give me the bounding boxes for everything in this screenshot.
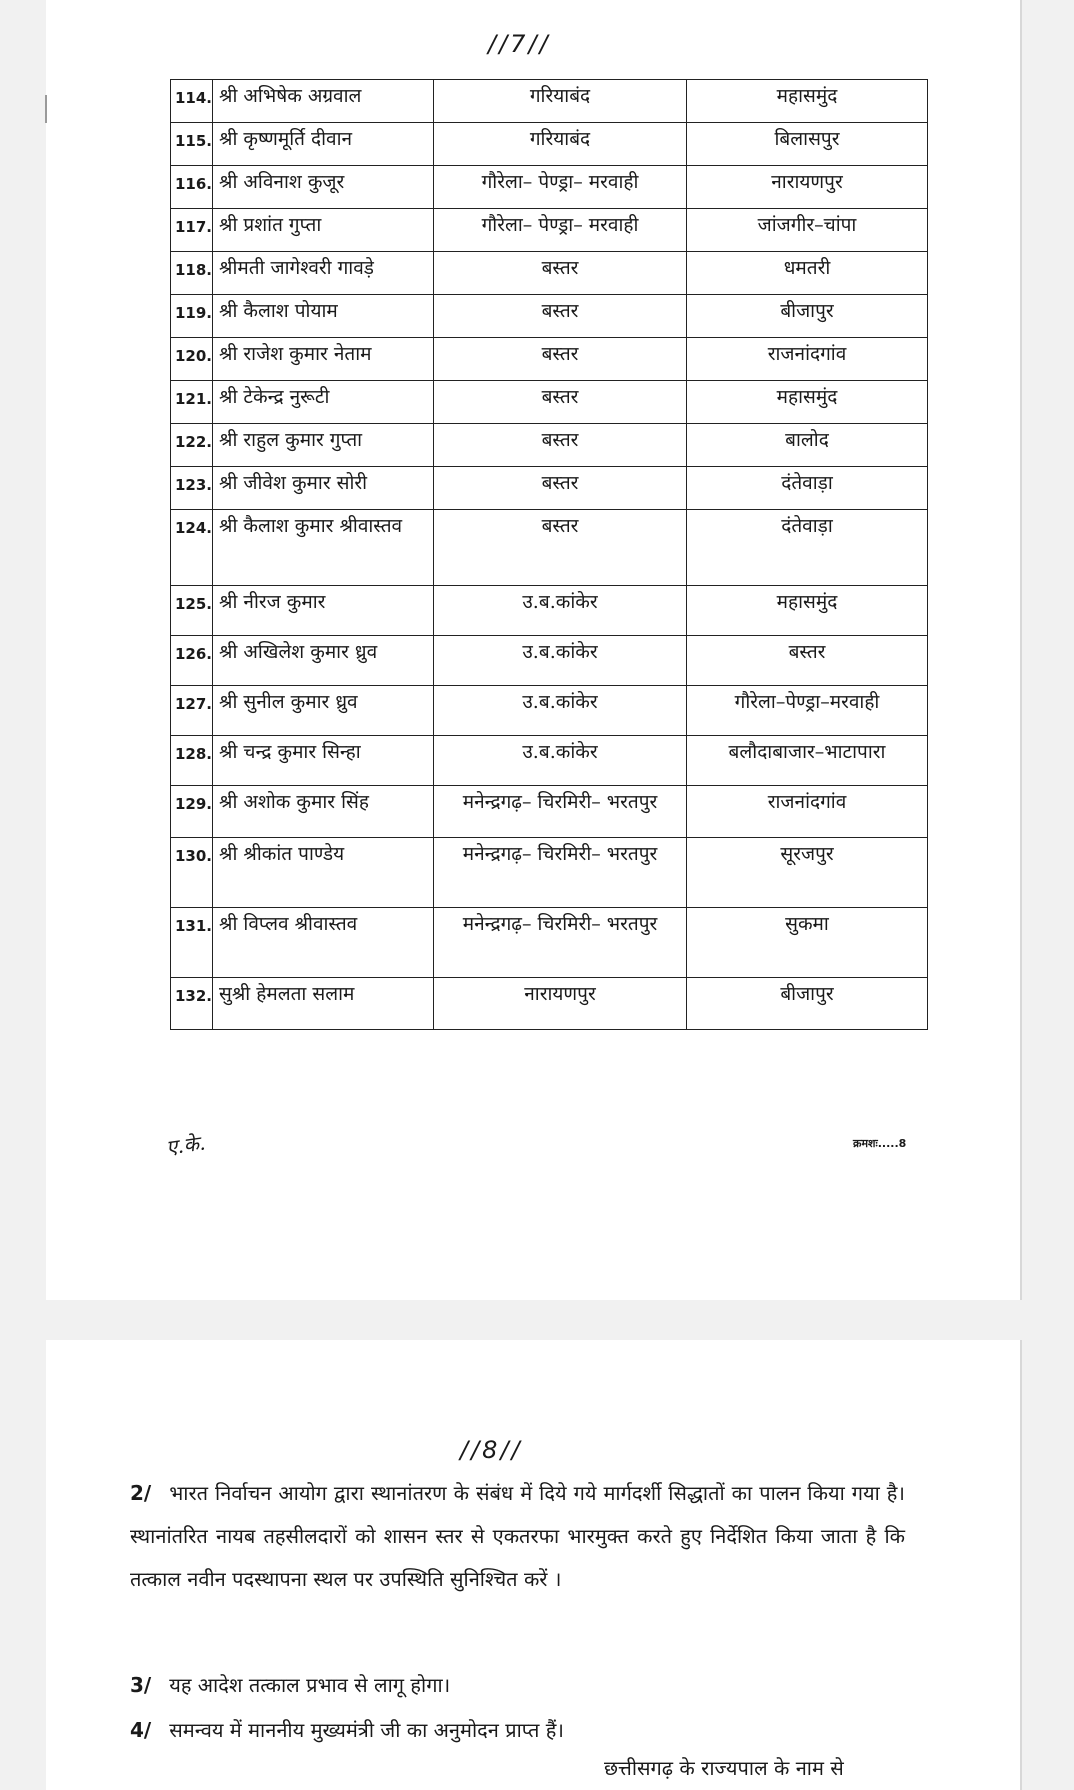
- to-district-cell: बीजापुर: [687, 295, 928, 338]
- from-district-cell: गरियाबंद: [434, 80, 687, 123]
- serial-number-cell: 118.: [171, 252, 213, 295]
- from-district-cell: बस्तर: [434, 467, 687, 510]
- to-district-cell: बालोद: [687, 424, 928, 467]
- from-district-cell: गरियाबंद: [434, 123, 687, 166]
- serial-number-cell: 127.: [171, 686, 213, 736]
- table-row: [171, 908, 928, 978]
- page-number-7: //7//: [488, 30, 551, 58]
- serial-number-cell: 115.: [171, 123, 213, 166]
- serial-number-cell: 124.: [171, 510, 213, 586]
- table-row: [171, 586, 928, 636]
- signature-initials: ए.के.: [164, 1130, 207, 1160]
- to-district-cell: नारायणपुर: [687, 166, 928, 209]
- table-row: [171, 424, 928, 467]
- serial-number-cell: 130.: [171, 838, 213, 908]
- paragraph-text: यह आदेश तत्काल प्रभाव से लागू होगा।: [169, 1673, 451, 1697]
- serial-number-cell: 126.: [171, 636, 213, 686]
- from-district-cell: बस्तर: [434, 424, 687, 467]
- to-district-cell: सुकमा: [687, 908, 928, 978]
- officer-name-cell: श्री अशोक कुमार सिंह: [213, 786, 434, 838]
- to-district-cell: महासमुंद: [687, 586, 928, 636]
- serial-number-cell: 117.: [171, 209, 213, 252]
- to-district-cell: महासमुंद: [687, 381, 928, 424]
- officer-name-cell: श्री विप्लव श्रीवास्तव: [213, 908, 434, 978]
- officer-name-cell: श्री कैलाश पोयाम: [213, 295, 434, 338]
- officer-name-cell: श्री चन्द्र कुमार सिन्हा: [213, 736, 434, 786]
- table-row: [171, 838, 928, 908]
- table-row: [171, 295, 928, 338]
- officer-name-cell: श्री कृष्णमूर्ति दीवान: [213, 123, 434, 166]
- to-district-cell: बलौदाबाजार–भाटापारा: [687, 736, 928, 786]
- paragraph-4: [130, 1709, 905, 1752]
- table-row: [171, 123, 928, 166]
- serial-number-cell: 132.: [171, 978, 213, 1030]
- serial-number-cell: 125.: [171, 586, 213, 636]
- officer-name-cell: श्री अभिषेक अग्रवाल: [213, 80, 434, 123]
- officer-name-cell: श्री जीवेश कुमार सोरी: [213, 467, 434, 510]
- serial-number-cell: 123.: [171, 467, 213, 510]
- to-district-cell: बस्तर: [687, 636, 928, 686]
- table-row: [171, 978, 928, 1030]
- serial-number-cell: 119.: [171, 295, 213, 338]
- transfer-table-body: [171, 80, 928, 1030]
- to-district-cell: धमतरी: [687, 252, 928, 295]
- table-row: [171, 510, 928, 586]
- from-district-cell: नारायणपुर: [434, 978, 687, 1030]
- serial-number-cell: 114.: [171, 80, 213, 123]
- from-district-cell: उ.ब.कांकेर: [434, 636, 687, 686]
- to-district-cell: राजनांदगांव: [687, 338, 928, 381]
- to-district-cell: बिलासपुर: [687, 123, 928, 166]
- page-number-8: //8//: [460, 1436, 523, 1464]
- table-row: [171, 80, 928, 123]
- officer-name-cell: श्री अखिलेश कुमार ध्रुव: [213, 636, 434, 686]
- serial-number-cell: 129.: [171, 786, 213, 838]
- officer-name-cell: श्री अविनाश कुजूर: [213, 166, 434, 209]
- officer-name-cell: श्री श्रीकांत पाण्डेय: [213, 838, 434, 908]
- from-district-cell: उ.ब.कांकेर: [434, 686, 687, 736]
- page-edge-mark: [45, 95, 47, 123]
- serial-number-cell: 121.: [171, 381, 213, 424]
- serial-number-cell: 122.: [171, 424, 213, 467]
- from-district-cell: बस्तर: [434, 381, 687, 424]
- officer-name-cell: श्री राजेश कुमार नेताम: [213, 338, 434, 381]
- paragraph-text: भारत निर्वाचन आयोग द्वारा स्थानांतरण के संबंध में दिये गये मार्गदर्शी सिद्धातों का पालन किया गया है। स्थानांतरित नायब तहसीलदारों को शासन स्तर से एकतरफा भारमुक्त करते हुए निर्देशित किया जाता है कि तत्काल नवीन पदस्थापना स्थल पर उपस्थिति सुनिश्चित करें ।: [130, 1481, 905, 1591]
- officer-name-cell: श्री कैलाश कुमार श्रीवास्तव: [213, 510, 434, 586]
- from-district-cell: मनेन्द्रगढ़– चिरमिरी– भरतपुर: [434, 838, 687, 908]
- continued-note: क्रमशः.....8: [853, 1137, 907, 1150]
- from-district-cell: मनेन्द्रगढ़– चिरमिरी– भरतपुर: [434, 908, 687, 978]
- paragraph-2: [130, 1472, 905, 1601]
- to-district-cell: दंतेवाड़ा: [687, 510, 928, 586]
- officer-name-cell: श्री सुनील कुमार ध्रुव: [213, 686, 434, 736]
- from-district-cell: गौरेला– पेण्ड्रा– मरवाही: [434, 166, 687, 209]
- officer-name-cell: श्री राहुल कुमार गुप्ता: [213, 424, 434, 467]
- table-row: [171, 381, 928, 424]
- table-row: [171, 736, 928, 786]
- paragraph-number: 3/: [130, 1673, 152, 1697]
- from-district-cell: बस्तर: [434, 510, 687, 586]
- table-row: [171, 636, 928, 686]
- to-district-cell: दंतेवाड़ा: [687, 467, 928, 510]
- table-row: [171, 338, 928, 381]
- table-row: [171, 467, 928, 510]
- serial-number-cell: 120.: [171, 338, 213, 381]
- serial-number-cell: 128.: [171, 736, 213, 786]
- to-district-cell: गौरेला–पेण्ड्रा–मरवाही: [687, 686, 928, 736]
- serial-number-cell: 131.: [171, 908, 213, 978]
- table-row: [171, 252, 928, 295]
- paragraph-text: समन्वय में माननीय मुख्यमंत्री जी का अनुमोदन प्राप्त हैं।: [169, 1718, 564, 1742]
- paragraph-3: [130, 1664, 905, 1707]
- from-district-cell: बस्तर: [434, 252, 687, 295]
- officer-name-cell: श्री नीरज कुमार: [213, 586, 434, 636]
- serial-number-cell: 116.: [171, 166, 213, 209]
- table-row: [171, 166, 928, 209]
- from-district-cell: उ.ब.कांकेर: [434, 736, 687, 786]
- to-district-cell: राजनांदगांव: [687, 786, 928, 838]
- officer-name-cell: श्री प्रशांत गुप्ता: [213, 209, 434, 252]
- from-district-cell: बस्तर: [434, 338, 687, 381]
- from-district-cell: मनेन्द्रगढ़– चिरमिरी– भरतपुर: [434, 786, 687, 838]
- transfer-table: [170, 79, 928, 1030]
- paragraph-number: 2/: [130, 1481, 152, 1505]
- closing-line: छत्तीसगढ़ के राज्यपाल के नाम से: [604, 1756, 844, 1780]
- officer-name-cell: श्री टेकेन्द्र नुरूटी: [213, 381, 434, 424]
- officer-name-cell: सुश्री हेमलता सलाम: [213, 978, 434, 1030]
- from-district-cell: गौरेला– पेण्ड्रा– मरवाही: [434, 209, 687, 252]
- table-row: [171, 686, 928, 736]
- to-district-cell: बीजापुर: [687, 978, 928, 1030]
- officer-name-cell: श्रीमती जागेश्वरी गावड़े: [213, 252, 434, 295]
- from-district-cell: उ.ब.कांकेर: [434, 586, 687, 636]
- to-district-cell: जांजगीर–चांपा: [687, 209, 928, 252]
- paragraph-number: 4/: [130, 1718, 152, 1742]
- from-district-cell: बस्तर: [434, 295, 687, 338]
- to-district-cell: महासमुंद: [687, 80, 928, 123]
- table-row: [171, 209, 928, 252]
- table-row: [171, 786, 928, 838]
- to-district-cell: सूरजपुर: [687, 838, 928, 908]
